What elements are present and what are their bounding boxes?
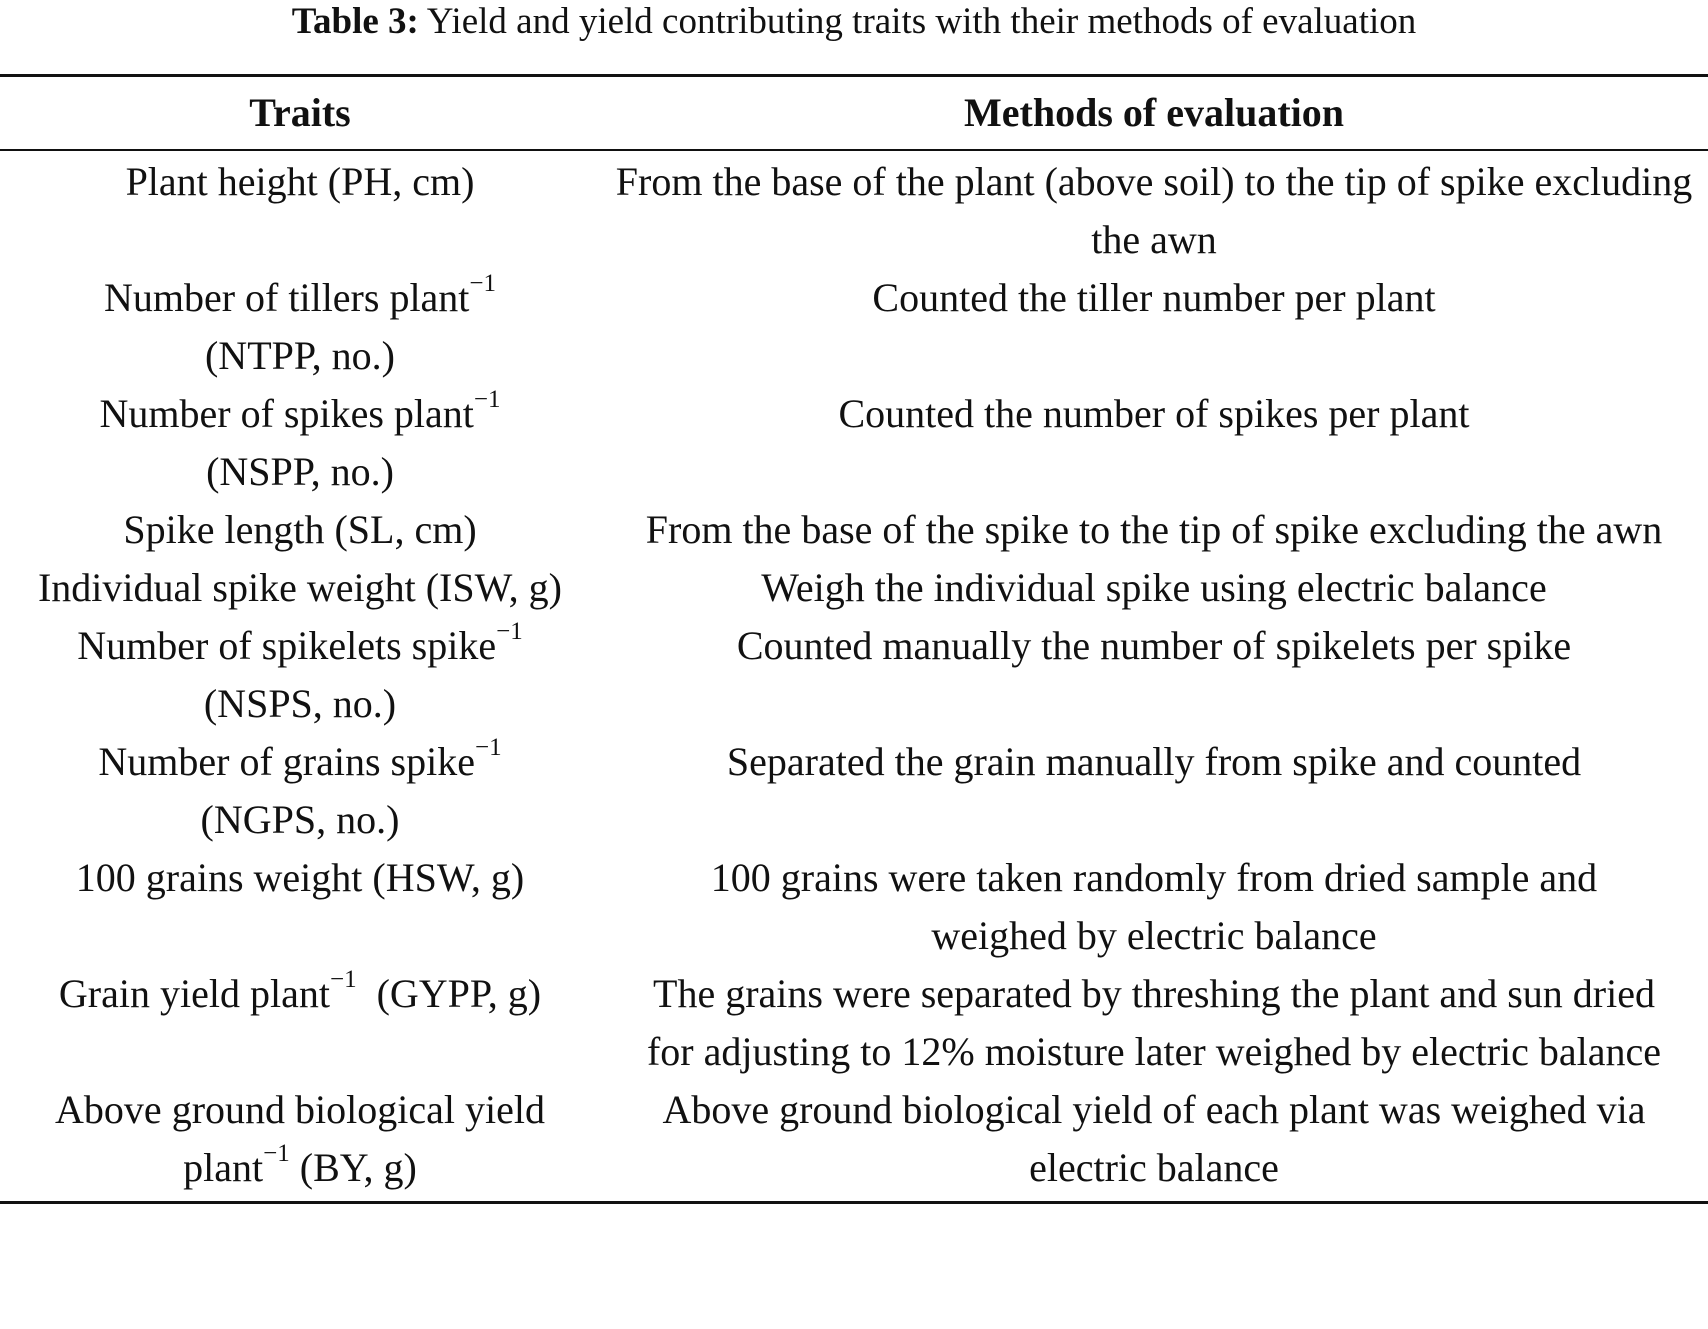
method-cell: Weigh the individual spike using electric balance	[761, 565, 1547, 610]
caption-text: Yield and yield contributing traits with their methods of evaluation	[426, 1, 1417, 42]
trait-cell: Number of tillers plant$^{-1}$ (NTPP, no.)	[103, 269, 497, 378]
header-methods: Methods of evaluation	[964, 90, 1344, 135]
method-cell: Above ground biological yield of each plant was weighed via electric balance	[662, 1087, 1646, 1190]
method-cell: The grains were separated by threshing the plant and sun dried for adjusting to 12% moisture later weighed by electric balance	[646, 971, 1662, 1074]
table-row	[0, 501, 1708, 559]
trait-cell: Grain yield plant$^{-1}$ (GYPP, g)	[58, 965, 542, 1016]
trait-cell: Number of grains spike$^{-1}$ (NGPS, no.)	[98, 733, 502, 842]
trait-cell: Number of spikelets spike$^{-1}$ (NSPS, no.)	[77, 617, 523, 726]
table-row	[0, 849, 1708, 965]
table-header	[0, 77, 1708, 149]
trait-cell: 100 grains weight (HSW, g)	[75, 855, 525, 900]
data-table	[0, 74, 1708, 1204]
table-body	[0, 153, 1708, 1197]
table-row	[0, 385, 1708, 501]
method-cell: Counted manually the number of spikelets per spike	[736, 623, 1572, 668]
method-cell: 100 grains were taken randomly from dried sample and weighed by electric balance	[710, 855, 1598, 958]
table-row	[0, 1081, 1708, 1197]
caption-label: Table 3:	[291, 1, 419, 42]
table-row	[0, 965, 1708, 1081]
table-bottom-rule	[0, 1201, 1708, 1204]
method-cell: From the base of the spike to the tip of spike excluding the awn	[645, 507, 1663, 552]
method-cell: Separated the grain manually from spike and counted	[726, 739, 1582, 784]
trait-cell: Individual spike weight (ISW, g)	[37, 565, 562, 610]
trait-cell: Spike length (SL, cm)	[123, 507, 477, 552]
method-cell: From the base of the plant (above soil) to the tip of spike excluding the awn	[615, 159, 1693, 262]
table-row	[0, 617, 1708, 733]
table-row	[0, 153, 1708, 269]
trait-cell: Above ground biological yield plant$^{-1}$ (BY, g)	[55, 1087, 545, 1190]
table-row	[0, 269, 1708, 385]
trait-cell: Plant height (PH, cm)	[125, 159, 475, 204]
table-row	[0, 733, 1708, 849]
table-caption	[0, 0, 1708, 44]
trait-cell: Number of spikes plant$^{-1}$ (NSPP, no.)	[99, 385, 501, 494]
table-row	[0, 559, 1708, 617]
header-traits: Traits	[249, 90, 351, 135]
method-cell: Counted the tiller number per plant	[872, 275, 1436, 320]
method-cell: Counted the number of spikes per plant	[838, 391, 1470, 436]
